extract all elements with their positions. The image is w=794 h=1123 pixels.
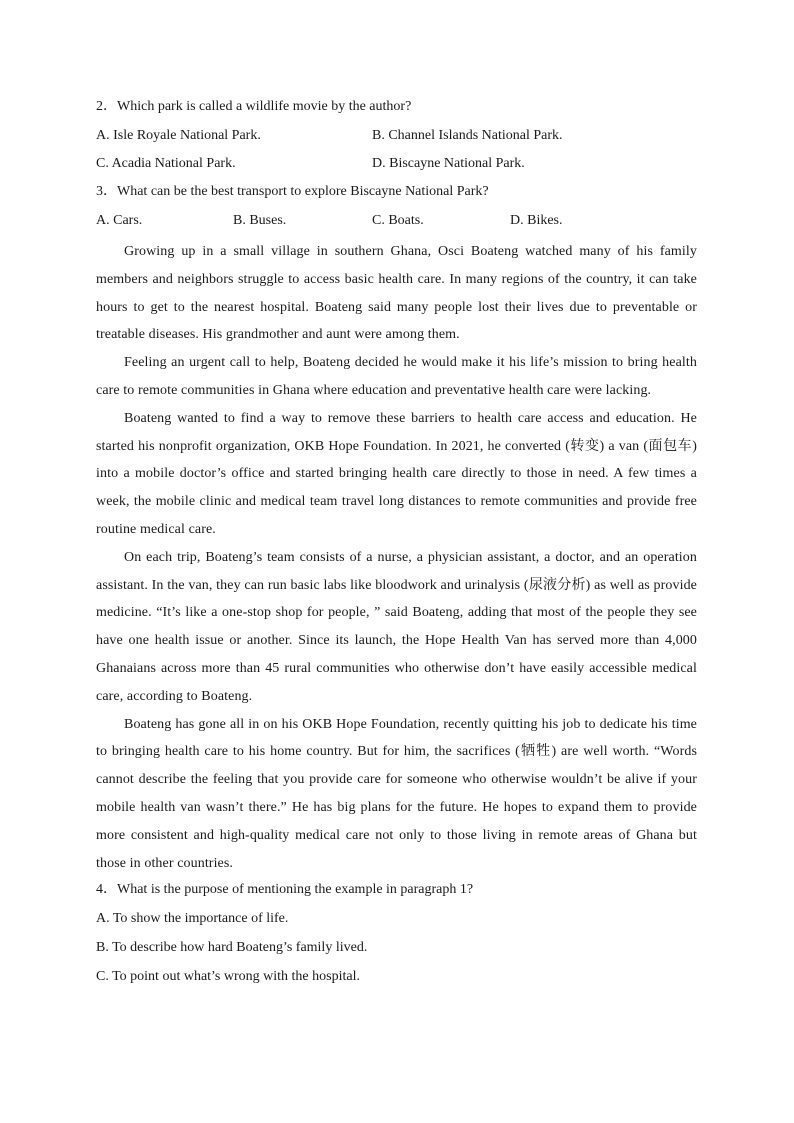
passage-paragraph-2: Feeling an urgent call to help, Boateng decided he would make it his life’s mission to bring health care to remote communities in Ghana where education and preventative health care were lacking. — [96, 355, 697, 398]
passage-paragraph-1: Growing up in a small village in southern Ghana, Osci Boateng watched many of his family members and neighbors struggle to access basic health care. In many regions of the country, it can take hours to get to the nearest hospital. Boateng said many people lost their lives due to preventable or treatable diseases. His grandmother and aunt were among them. — [96, 244, 697, 343]
option-a: A. Isle Royale National Park. — [96, 128, 261, 143]
passage-paragraph-3: Boateng wanted to find a way to remove these barriers to health care access and education. He started his nonprofit organization, OKB Hope Foundation. In 2021, he converted (转变) a van (面包车) into a mobile doctor’s office and started bringing health care directly to those in need. A few times a week, the mobile clinic and medical team travel long distances to remote communities and provide free routine medical care. — [96, 410, 697, 537]
option-b: B. Buses. — [233, 213, 287, 228]
question-2: 2．Which park is called a wildlife movie by the author? — [96, 99, 412, 114]
option-b: B. To describe how hard Boateng’s family lived. — [96, 940, 368, 956]
passage-paragraph-4: On each trip, Boateng’s team consists of a nurse, a physician assistant, a doctor, and an operation assistant. In the van, they can run basic labs like bloodwork and urinalysis (尿液分析) as well as provide medicine. “It’s like a one-stop shop for people, ” said Boateng, adding that most of the people they see have one health issue or another. Since its launch, the Hope Health Van has served more than 4,000 Ghanaians across more than 45 rural communities who otherwise don’t have easily accessible medical care, according to Boateng. — [96, 549, 697, 704]
question-4: 4．What is the purpose of mentioning the example in paragraph 1? — [96, 882, 474, 898]
question-3: 3．What can be the best transport to explore Biscayne National Park? — [96, 184, 489, 199]
document-content — [96, 96, 697, 995]
option-d: D. Bikes. — [510, 213, 563, 228]
option-a: A. Cars. — [96, 213, 143, 228]
option-c: C. Acadia National Park. — [96, 156, 236, 171]
option-c: C. Boats. — [372, 213, 424, 228]
question-3-options — [96, 210, 697, 238]
option-b: B. Channel Islands National Park. — [372, 128, 563, 143]
option-a: A. To show the importance of life. — [96, 911, 289, 927]
passage-paragraph-5: Boateng has gone all in on his OKB Hope Foundation, recently quitting his job to dedicate his time to bringing health care to his home country. But for him, the sacrifices (牺牲) are well worth. “Words cannot describe the feeling that you provide care for someone who otherwise wouldn’t be alive if your mobile health van wasn’t there.” He has big plans for the future. He hopes to expand them to provide more consistent and high-quality medical care not only to those living in remote areas of Ghana but those in other countries. — [96, 716, 697, 871]
question-2-options-row-1 — [96, 125, 697, 153]
option-c: C. To point out what’s wrong with the hospital. — [96, 969, 360, 985]
question-2-options-row-2 — [96, 153, 697, 181]
option-d: D. Biscayne National Park. — [372, 156, 525, 171]
